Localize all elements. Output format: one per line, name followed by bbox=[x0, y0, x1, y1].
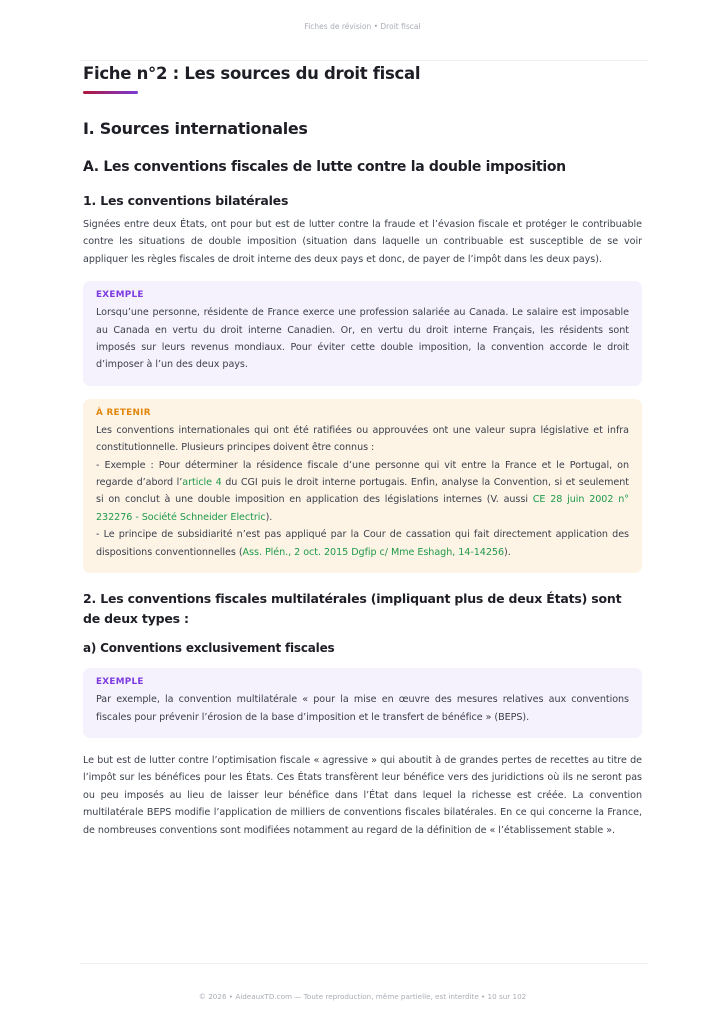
top-divider bbox=[80, 60, 648, 61]
retenir-box bbox=[83, 399, 642, 573]
paragraph-conventions-bilaterales: Signées entre deux États, ont pour but est de lutter contre la fraude et l’évasion fiscale et protéger le contribuable contre les situations de double imposition (situation dans laquelle un contribuable est susceptible de se voir appliquer les règles fiscales de droit interne des deux pays et donc, de payer de l’impôt dans les deux pays). bbox=[83, 219, 642, 265]
retenir-text: - Exemple : Pour déterminer la résidence fiscale d’une personne qui vit entre la France et le Portugal, on regarde d’abord l’ bbox=[96, 459, 629, 489]
example-text: Lorsqu’une personne, résidente de France exerce une profession salariée au Canada. Le salaire est imposable au Canada en vertu du droit interne Canadien. Or, en vertu du droit interne Français, les résidents sont imposés sur leurs revenus mondiaux. Pour éviter cette double imposition, la convention accorde le droit d’imposer à l’un des deux pays. bbox=[96, 307, 629, 371]
example-label: EXEMPLE bbox=[96, 290, 144, 301]
link-article-4[interactable]: article 4 bbox=[182, 477, 222, 489]
heading-conventions-multilaterales: 2. Les conventions fiscales multilatérales (impliquant plus de deux États) sont de deux types : bbox=[83, 591, 622, 627]
link-ce-2002-schneider[interactable]: CE 28 juin 2002 n° 232276 - Société Schneider Electric bbox=[96, 494, 629, 523]
page-title: Fiche n°2 : Les sources du droit fiscal bbox=[83, 64, 421, 83]
link-ass-plen-2015[interactable]: Ass. Plén., 2 oct. 2015 Dgfip c/ Mme Eshagh, 14-14256 bbox=[242, 546, 505, 558]
example-box-beps bbox=[83, 668, 642, 738]
bottom-divider bbox=[80, 963, 648, 964]
heading-conventions-bilaterales: 1. Les conventions bilatérales bbox=[83, 193, 289, 208]
retenir-label: À RETENIR bbox=[96, 407, 151, 418]
section-heading-sources-internationales: I. Sources internationales bbox=[83, 119, 308, 138]
retenir-text: ). bbox=[265, 511, 273, 523]
retenir-text: ). bbox=[504, 546, 511, 558]
retenir-text: du CGI puis le droit interne portugais. Enfin, analyse la Convention, si et seulement si on conclut à une double imposition en application des législations internes (V. aussi bbox=[96, 477, 629, 506]
heading-conventions-exclusivement-fiscales: a) Conventions exclusivement fiscales bbox=[83, 641, 335, 656]
footer: © 2026 • AideauxTD.com — Toute reproduction, même partielle, est interdite • 10 sur 102 bbox=[198, 992, 527, 1001]
paragraph-beps: Le but est de lutter contre l’optimisation fiscale « agressive » qui aboutit à de grandes pertes de recettes au titre de l’impôt sur les bénéfices pour les États. Ces États transfèrent leur bénéfice vers des juridictions où ils ne seront pas ou peu imposés au lieu de laisser leur bénéfice dans l’État dans lequel la richesse est créée. La convention multilatérale BEPS modifie l’application de milliers de conventions fiscales bilatérales. En ce qui concerne la France, de nombreuses conventions sont modifiées notamment au regard de la définition de « l’établissement stable ». bbox=[83, 754, 642, 836]
example-box-canada bbox=[83, 281, 642, 386]
title-underline bbox=[83, 91, 138, 94]
subsection-heading-conventions-fiscales: A. Les conventions fiscales de lutte contre la double imposition bbox=[83, 159, 566, 175]
retenir-line-principles: Les conventions internationales qui ont été ratifiées ou approuvées ont une valeur supra législative et infra constitutionnelle. Plusieurs principes doivent être connus : bbox=[96, 424, 629, 454]
retenir-line-subsidiarite bbox=[96, 526, 629, 561]
running-header: Fiches de révision • Droit fiscal bbox=[304, 22, 421, 31]
page-content bbox=[83, 64, 642, 839]
retenir-text: - Le principe de subsidiarité n’est pas appliqué par la Cour de cassation qui fait directement application des dispositions conventionnelles ( bbox=[96, 529, 629, 558]
example-label: EXEMPLE bbox=[96, 677, 144, 688]
example-text: Par exemple, la convention multilatérale « pour la mise en œuvre des mesures relatives aux conventions fiscales pour prévenir l’érosion de la base d’imposition et le transfert de bénéfice » (BEPS). bbox=[96, 694, 629, 723]
retenir-line-example bbox=[96, 457, 629, 527]
